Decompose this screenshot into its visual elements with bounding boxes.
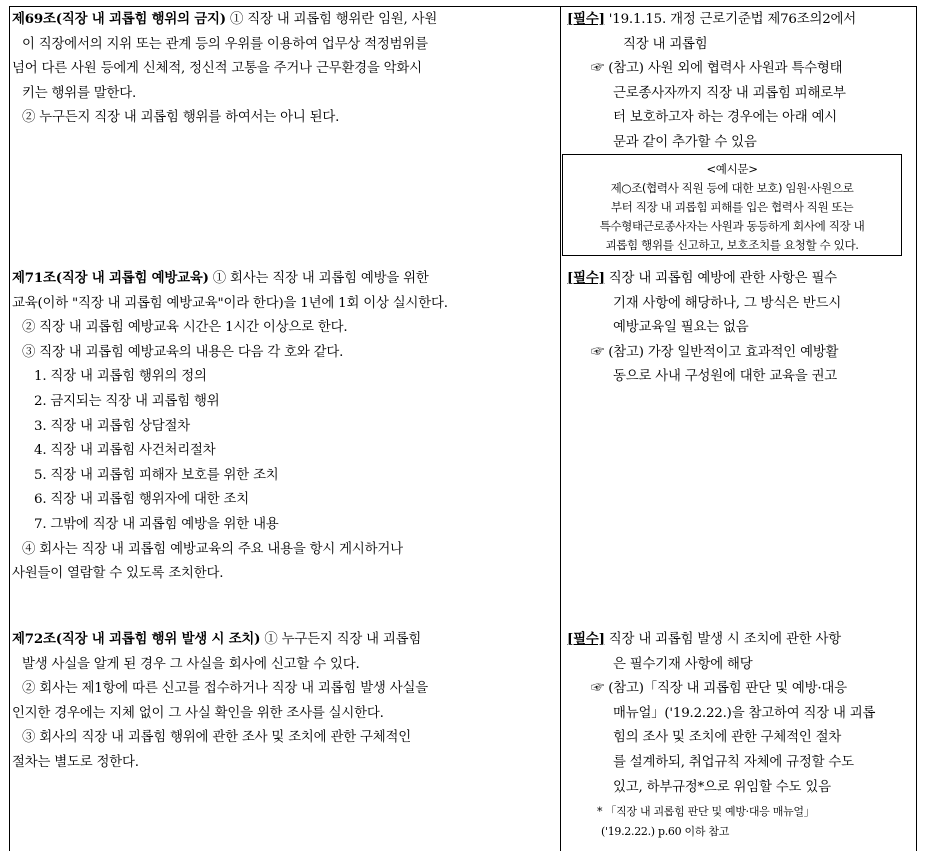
example-text-box <box>562 154 902 256</box>
table-left-border <box>9 6 10 851</box>
article-69-line: 넘어 다른 사원 등에게 신체적, 정신적 고통을 주거나 근무환경을 악화시 <box>12 61 422 77</box>
article-69 <box>12 7 558 131</box>
article-69-line: 키는 행위를 말한다. <box>22 85 137 101</box>
article-72-line: ① 누구든지 직장 내 괴롭힘 <box>260 632 422 647</box>
commentary-line: 예방교육일 필요는 없음 <box>613 320 749 336</box>
list-item: 6. 직장 내 괴롭힘 행위자에 대한 조치 <box>34 492 250 508</box>
article-72-heading: 제72조(직장 내 괴롭힘 행위 발생 시 조치) <box>12 631 261 647</box>
article-71-heading: 제71조(직장 내 괴롭힘 예방교육) <box>12 270 209 286</box>
reference-line: ☞ (참고)「직장 내 괴롭힘 판단 및 예방·대응 <box>591 681 847 697</box>
reference-line: 를 설계하되, 취업규칙 자체에 규정할 수도 <box>613 754 854 770</box>
reference-line: 힘의 조사 및 조치에 관한 구체적인 절차 <box>613 730 842 746</box>
article-69-line: ② 누구든지 직장 내 괴롭힘 행위를 하여서는 아니 된다. <box>22 110 340 126</box>
reference-line: 문과 같이 추가할 수 있음 <box>613 134 757 150</box>
article-71-line: ③ 직장 내 괴롭힘 예방교육의 내용은 다음 각 호와 같다. <box>22 344 344 360</box>
article-69-line: 이 직장에서의 지위 또는 관계 등의 우위를 이용하여 업무상 적정범위를 <box>22 36 428 52</box>
list-item: 5. 직장 내 괴롭힘 피해자 보호를 위한 조치 <box>34 467 279 483</box>
commentary-line: '19.1.15. 개정 근로기준법 제76조의2에서 <box>604 12 857 27</box>
list-item: 7. 그밖에 직장 내 괴롭힘 예방을 위한 내용 <box>34 516 279 532</box>
commentary-line: 직장 내 괴롭힘 <box>623 36 708 52</box>
article-72-line: ③ 회사의 직장 내 괴롭힘 행위에 관한 조사 및 조치에 관한 구체적인 <box>22 730 411 746</box>
article-71-line: ④ 회사는 직장 내 괴롭힘 예방교육의 주요 내용을 항시 게시하거나 <box>22 541 403 557</box>
article-72-line: 절차는 별도로 정한다. <box>12 754 139 770</box>
article-71-line: ① 회사는 직장 내 괴롭힘 예방을 위한 <box>208 271 429 286</box>
reference-line: ☞ (참고) 가장 일반적이고 효과적인 예방활 <box>591 344 839 360</box>
article-69-heading: 제69조(직장 내 괴롭힘 행위의 금지) <box>12 11 226 27</box>
reference-line: 있고, 하부규정*으로 위임할 수도 있음 <box>613 779 831 795</box>
article-72 <box>12 627 558 776</box>
article-71-line: 교육(이하 "직장 내 괴롭힘 예방교육"이라 한다)을 1년에 1회 이상 실시한다. <box>12 295 448 311</box>
commentary-line: 기재 사항에 해당하나, 그 방식은 반드시 <box>613 295 842 311</box>
article-72-line: 인지한 경우에는 지체 없이 그 사실 확인을 위한 조사를 실시한다. <box>12 705 384 721</box>
table-right-border <box>916 6 917 851</box>
example-box-line: 제○조(협력사 직원 등에 대한 보호) 임원·사원으로 <box>610 181 854 195</box>
column-divider <box>560 6 561 851</box>
example-box-line: 괴롭힘 행위를 신고하고, 보호조치를 요청할 수 있다. <box>605 238 859 252</box>
reference-line: 터 보호하고자 하는 경우에는 아래 예시 <box>613 110 838 126</box>
commentary-line: 은 필수기재 사항에 해당 <box>613 656 753 672</box>
article-69-line: ① 직장 내 괴롭힘 행위란 임원, 사원 <box>225 12 438 27</box>
footnote-line: * 「직장 내 괴롭힘 판단 및 예방·대응 매뉴얼」 <box>597 805 815 818</box>
required-tag: [필수] <box>567 270 605 286</box>
article-72-line: ② 회사는 제1항에 따른 신고를 접수하거나 직장 내 괴롭힘 발생 사실을 <box>22 681 428 697</box>
article-72-commentary <box>567 627 912 800</box>
footnote <box>597 802 913 842</box>
example-box-line: 특수형태근로종사자는 사원과 동등하게 회사에 직장 내 <box>599 219 865 233</box>
example-box-title: <예시문> <box>706 162 758 176</box>
commentary-line: 직장 내 괴롭힘 발생 시 조치에 관한 사항 <box>604 632 841 647</box>
list-item: 1. 직장 내 괴롭힘 행위의 정의 <box>34 369 207 385</box>
example-box-line: 부터 직장 내 괴롭힘 피해를 입은 협력사 직원 또는 <box>610 200 854 214</box>
reference-line: 매뉴얼」('19.2.22.)을 참고하여 직장 내 괴롭 <box>613 705 876 721</box>
article-71-commentary <box>567 266 912 390</box>
article-71-line: 사원들이 열람할 수 있도록 조치한다. <box>12 566 224 582</box>
reference-line: 근로종사자까지 직장 내 괴롭힘 피해로부 <box>613 85 846 101</box>
list-item: 3. 직장 내 괴롭힘 상담절차 <box>34 418 190 434</box>
article-71-line: ② 직장 내 괴롭힘 예방교육 시간은 1시간 이상으로 한다. <box>22 320 348 336</box>
required-tag: [필수] <box>567 631 605 647</box>
commentary-line: 직장 내 괴롭힘 예방에 관한 사항은 필수 <box>604 271 837 286</box>
article-69-commentary <box>567 7 912 156</box>
footnote-line: ('19.2.22.) p.60 이하 참고 <box>601 825 730 838</box>
reference-line: ☞ (참고) 사원 외에 협력사 사원과 특수형태 <box>591 61 843 77</box>
list-item: 4. 직장 내 괴롭힘 사건처리절차 <box>34 443 216 459</box>
reference-line: 동으로 사내 구성원에 대한 교육을 권고 <box>613 369 838 385</box>
required-tag: [필수] <box>567 11 605 27</box>
list-item: 2. 금지되는 직장 내 괴롭힘 행위 <box>34 393 220 409</box>
article-71 <box>12 266 558 587</box>
article-72-line: 발생 사실을 알게 된 경우 그 사실을 회사에 신고할 수 있다. <box>22 656 360 672</box>
